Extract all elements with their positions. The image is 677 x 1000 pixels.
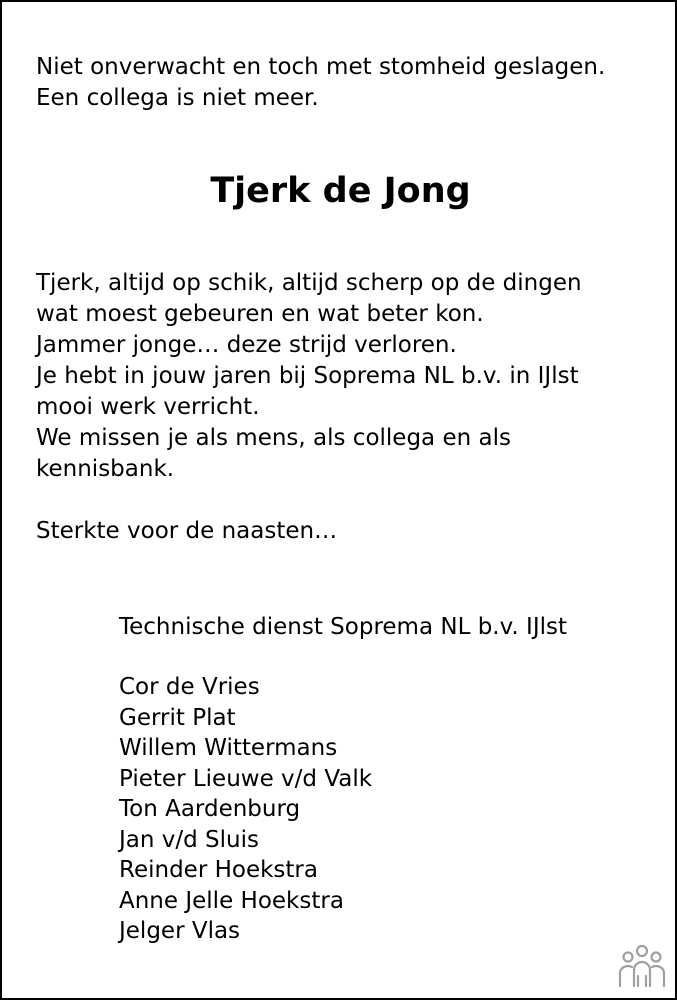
opening-line: Een collega is niet meer. bbox=[36, 85, 319, 111]
signer-name: Ton Aardenburg bbox=[119, 796, 301, 822]
tribute-line: We missen je als mens, als collega en als bbox=[36, 425, 511, 451]
tribute-line: Je hebt in jouw jaren bij Soprema NL b.v. in IJlst bbox=[36, 363, 579, 389]
signer-name: Anne Jelle Hoekstra bbox=[119, 887, 344, 914]
closing-text: Sterkte voor de naasten… bbox=[36, 518, 338, 544]
signer-name: Pieter Lieuwe v/d Valk bbox=[119, 765, 373, 792]
people-group-icon bbox=[617, 944, 667, 988]
signer-name: Jelger Vlas bbox=[119, 918, 241, 944]
tribute-line: Tjerk, altijd op schik, altijd scherp op de dingen bbox=[36, 270, 582, 296]
deceased-name: Tjerk de Jong bbox=[210, 171, 471, 211]
tribute-line: kennisbank. bbox=[36, 456, 175, 482]
signer-name: Jan v/d Sluis bbox=[119, 826, 259, 853]
signer-name: Gerrit Plat bbox=[119, 704, 236, 731]
opening-text bbox=[36, 52, 605, 114]
signer-name: Willem Wittermans bbox=[119, 735, 338, 761]
tribute-line: mooi werk verricht. bbox=[36, 394, 260, 420]
signers-list bbox=[119, 672, 372, 947]
tribute-line: Jammer jonge… deze strijd verloren. bbox=[36, 332, 457, 358]
tribute-text bbox=[36, 268, 582, 485]
tribute-line: wat moest gebeuren en wat beter kon. bbox=[36, 301, 484, 327]
sender-organization: Technische dienst Soprema NL b.v. IJlst bbox=[119, 614, 568, 640]
opening-line: Niet onverwacht en toch met stomheid geslagen. bbox=[36, 54, 606, 80]
signer-name: Reinder Hoekstra bbox=[119, 857, 318, 883]
signer-name: Cor de Vries bbox=[119, 674, 260, 700]
